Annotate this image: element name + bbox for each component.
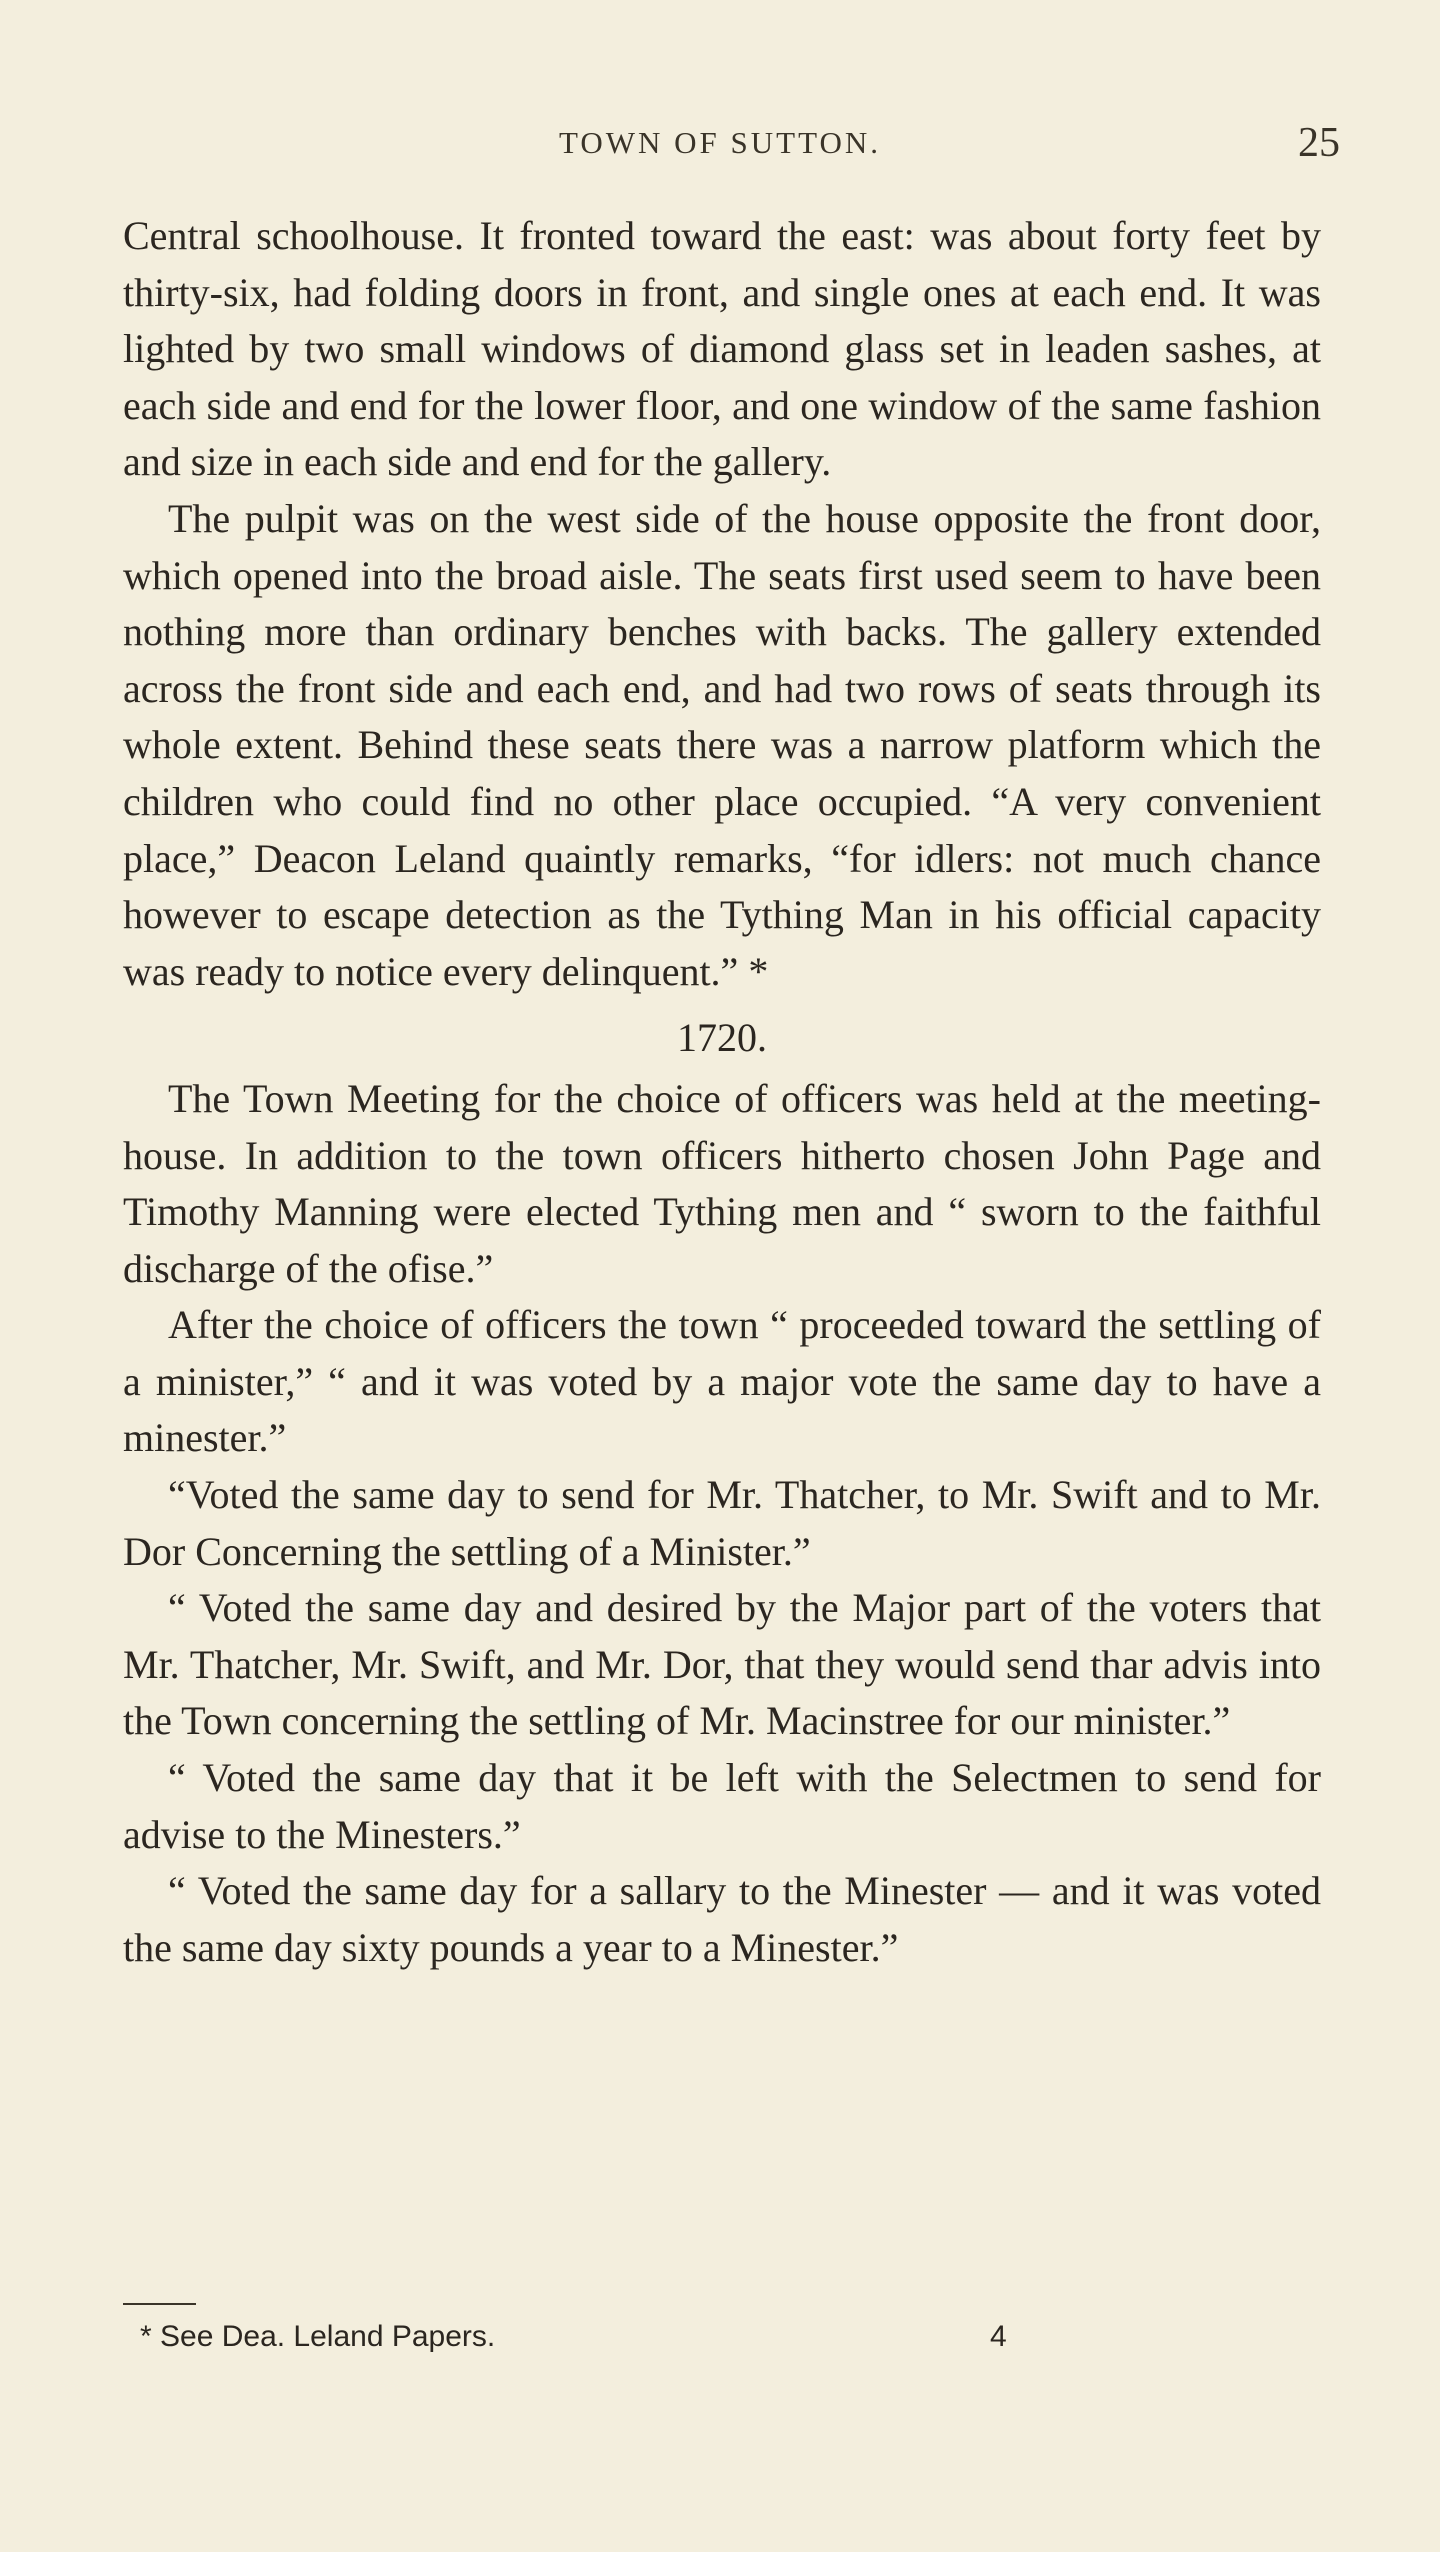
paragraph: The Town Meeting for the choice of officers was held at the meeting-house. In addition to the town officers hitherto chosen John Page and Timothy Manning were elected Tything men and “ sworn to the faithful discharge of the ofise.” (123, 1075, 1321, 1291)
footnote-rule (123, 2303, 196, 2305)
paragraph: “ Voted the same day for a sallary to the Minester — and it was voted the same day sixty pounds a year to a Minester.” (123, 1868, 1321, 1970)
paragraph: “Voted the same day to send for Mr. Thatcher, to Mr. Swift and to Mr. Dor Concerning the settling of a Minister.” (123, 1472, 1321, 1574)
signature-mark: 4 (990, 2320, 1007, 2353)
running-head: TOWN OF SUTTON. (558, 125, 881, 160)
body-text (123, 208, 1321, 1976)
paragraph: The pulpit was on the west side of the house opposite the front door, which opened into the broad aisle. The seats first used seem to have been nothing more than ordinary benches with backs. The gallery extended across the front side and each end, and had two rows of seats through its whole extent. Behind these seats there was a narrow platform which the children who could find no other place occupied. “A very convenient place,” Deacon Leland quaintly remarks, “for idlers: not much chance however to escape detection as the Tything Man in his official capacity was ready to notice every delinquent.” * (123, 495, 1321, 994)
paragraph: Central schoolhouse. It fronted toward the east: was about forty feet by thirty-six, had folding doors in front, and single ones at each end. It was lighted by two small windows of diamond glass set in leaden sashes, at each side and end for the lower floor, and one window of the same fashion and size in each side and end for the gallery. (123, 213, 1321, 485)
paragraph: After the choice of officers the town “ proceeded toward the settling of a minister,” “ and it was voted by a major vote the same day to have a minester.” (123, 1302, 1321, 1461)
footnote: * See Dea. Leland Papers. (140, 2320, 496, 2353)
page-number: 25 (1298, 120, 1340, 166)
paragraph: “ Voted the same day and desired by the Major part of the voters that Mr. Thatcher, Mr. Swift, and Mr. Dor, that they would send thar advis into the Town concerning the settling of Mr. Macinstree for our minister.” (123, 1585, 1321, 1744)
year-heading: 1720. (677, 1015, 767, 1061)
page-header (0, 120, 1440, 175)
paragraph: “ Voted the same day that it be left with the Selectmen to send for advise to the Minesters.” (123, 1755, 1321, 1857)
